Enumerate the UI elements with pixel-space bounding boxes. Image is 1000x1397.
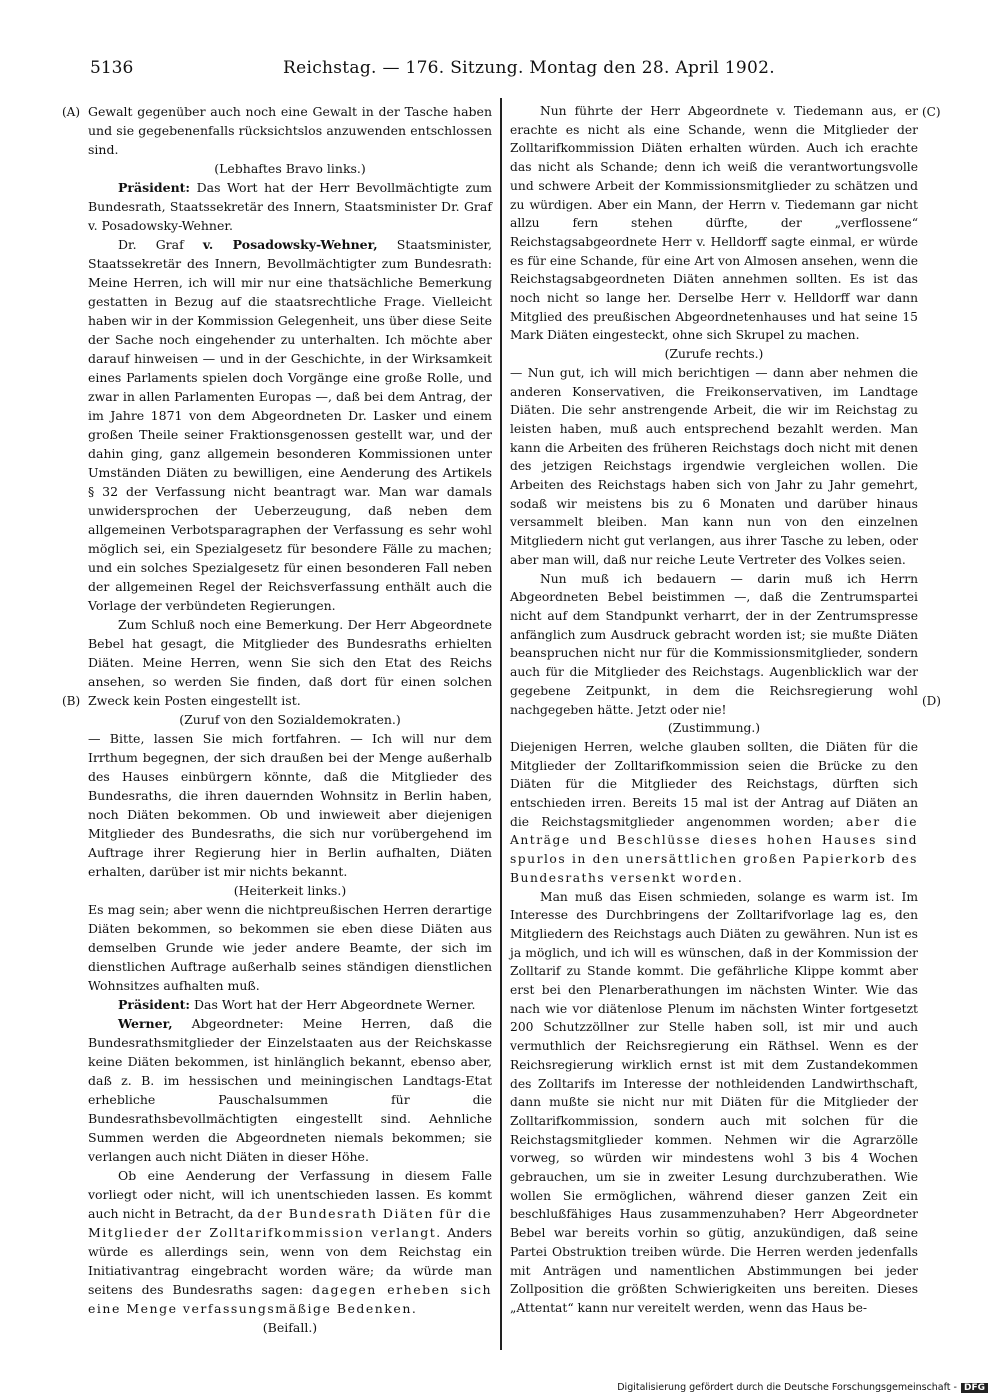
page-number: 5136 <box>90 58 134 78</box>
paragraph <box>88 615 492 710</box>
paragraph-text: Anders würde es allerdings sein, wenn von dem Reichstag ein Initiativantrag eingebracht worden wäre; da würde man seitens des Bundesraths sagen: <box>88 1225 493 1297</box>
paragraph <box>88 235 492 615</box>
page-header <box>90 58 908 80</box>
speaker-name: Werner, <box>118 1016 173 1031</box>
spaced-emphasis: dagegen erheben sich eine Menge verfassungsmäßige Bedenken. <box>88 1282 493 1316</box>
paragraph-prefix: Dr. Graf <box>118 237 203 252</box>
right-column <box>510 102 918 1318</box>
paragraph-text: Das Wort hat der Herr Abgeordnete Werner. <box>190 997 476 1012</box>
paragraph-text: (Beifall.) <box>262 1320 318 1335</box>
paragraph-text: Zum Schluß noch eine Bemerkung. Der Herr Abgeordnete Bebel hat gesagt, die Mitglieder des Bundesraths erhielten Diäten. Meine Herren, wenn Sie sich den Etat des Reichs ansehen, so werden Sie finden, daß dort für einen solchen Zweck kein Posten eingestellt ist. <box>88 617 492 708</box>
paragraph-text: Abgeordneter: Meine Herren, daß die Bundesrathsmitglieder der Einzelstaaten aus der Reichskasse keine Diäten bekommen, ist hinlänglich bekannt, ebenso aber, daß z. B. im hessischen und meiningischen Landtags-Etat erhebliche Pauschalsummen für die Bundesrathsbevollmächtigten eingestellt sind. Aehnliche Summen werden die Abgeordneten niemals bekommen; sie verlangen auch nicht Diäten in dieser Höhe. <box>88 1016 492 1164</box>
paragraph-text: (Zurufe rechts.) <box>664 347 764 362</box>
paragraph <box>510 102 918 345</box>
interjection <box>88 710 492 729</box>
paragraph <box>510 364 918 570</box>
paragraph-text: — Nun gut, ich will mich berichtigen — dann aber nehmen die anderen Konservativen, die Freikonservativen, im Landtage Diäten. Die sehr anstrengende Arbeit, die wir im Reichstag zu leisten haben, muß auch entsprechend bezahlt werden. Man kann die Arbeiten des früheren Reichstags doch nicht mit denen des jetzigen Reichstags irgendwie vergleichen wollen. Die Arbeiten des Reichstags haben sich von Jahr zu Jahr gemehrt, sodaß wir meistens bis zu 6 Monaten und darüber hinaus versammelt bleiben. Man kann nun von den einzelnen Mitgliedern nicht gut verlangen, aus ihrer Tasche zu leben, oder aber man will, daß nur reiche Leute Vertreter des Volkes seien. <box>510 365 918 567</box>
footer-text: Digitalisierung gefördert durch die Deutsche Forschungsgemeinschaft - <box>617 1382 957 1393</box>
column-divider <box>500 98 502 1350</box>
margin-marker-a: (A) <box>62 105 81 119</box>
paragraph-text: Es mag sein; aber wenn die nichtpreußischen Herren derartige Diäten bekommen, so bekommen sie eben diese Diäten aus demselben Grunde wie jeder andere Beamte, der sich im dienstlichen Auftrage außerhalb seines ständigen dienstlichen Wohnsitzes aufhalten muß. <box>88 902 492 993</box>
paragraph-text: (Lebhaftes Bravo links.) <box>214 161 366 176</box>
interjection <box>510 345 918 364</box>
paragraph <box>510 738 918 888</box>
paragraph-text: (Zuruf von den Sozialdemokraten.) <box>179 712 401 727</box>
paragraph-text: Nun führte der Herr Abgeordnete v. Tiedemann aus, er erachte es nicht als eine Schande, wenn die Mitglieder der Zolltarifkommission Diäten erhalten würden. Auch ich erachte das nicht als Schande; denn ich weiß die verantwortungsvolle und schwere Arbeit der Kommissionsmitglieder zu schätzen und zu würdigen. Aber ein Mann, der Herrn v. Tiedemann gar nicht allzu fern stehen dürfte, der „verflossene“ Reichstagsabgeordnete Herr v. Helldorff sagte einmal, er würde es für eine Schande, für eine Art von Almosen ansehen, wenn die Reichstagsabgeordneten Diäten annehmen sollten. Es ist das noch nicht so lange her. Derselbe Herr v. Helldorff war dann Mitglied des preußischen Abgeordnetenhauses und hat seine 15 Mark Diäten eingesteckt, ohne sich Skrupel zu machen. <box>510 104 918 343</box>
paragraph-text: Man muß das Eisen schmieden, solange es warm ist. Im Interesse des Durchbringens der Zolltarifvorlage lag es, den Mitgliedern des Reichstags auch Diäten zu gewähren. Nun ist es ja möglich, und ich will es wünschen, daß in der Kommission der Zolltarif zu Stande kommt. Die gefährliche Klippe kommt aber erst bei den Plenarberathungen im nächsten Winter. Wie das nach wie vor diätenlose Plenum im nächsten Winter fortgesetzt 200 Schutzzöllner zur Stelle haben soll, ist mir und auch vermuthlich der Reichsregierung ein Räthsel. Wenn es der Reichsregierung wirklich ernst ist mit dem Zustandekommen des Zolltarifs im Interesse der nothleidenden Landwirthschaft, dann mußte sie nicht nur mit Diäten für die Mitglieder der Zolltarifkommission, sondern auch mit solchen für die Reichstagsmitglieder kommen. Nehmen wir die Agrarzölle vorweg, so würden wir mindestens wohl 3 bis 4 Wochen gebrauchen, um sie in zweiter Lesung durchzuberathen. Wie wollen Sie ermöglichen, während dieser ganzen Zeit ein beschlußfähiges Haus zusammenzuhaben? Herr Abgeordneter Bebel war bereits vorhin so gütig, anzukündigen, daß seine Partei Obstruktion treiben würde. Die Herren werden jedenfalls mit Anträgen und namentlichen Abstimmungen bei jeder Zollposition die größten Schwierigkeiten uns bereiten. Dieses „Attentat“ kann nur vereitelt werden, wenn das Haus be- <box>510 889 918 1315</box>
paragraph <box>510 888 918 1318</box>
paragraph-text: Das Wort hat der Herr Bevollmächtigte zum Bundesrath, Staatssekretär des Innern, Staatsminister Dr. Graf v. Posadowsky-Wehner. <box>88 180 492 233</box>
paragraph <box>88 102 492 159</box>
paragraph-text: Staatsminister, Staatssekretär des Innern, Bevollmächtigter zum Bundesrath: Meine Herren, ich will mir nur eine thatsächliche Bemerkung gestatten in Bezug auf die staatsrechtliche Frage. Vielleicht haben wir in der Kommission Gelegenheit, uns über diese Seite der Sache noch eingehender zu unterhalten. Ich möchte aber darauf hinweisen — und in der Geschichte, in der Wirksamkeit eines Parlaments spielen doch Vorgänge eine große Rolle, und zwar in allen Parlamenten Europas —, daß bei dem Antrag, der im Jahre 1871 von dem Abgeordneten Dr. Lasker und einem großen Theile seiner Fraktionsgenossen gestellt war, und der dahin ging, ganz allgemein besonderen Kommissionen unter Umständen Diäten zu bewilligen, eine Aenderung des Artikels § 32 der Verfassung nicht beantragt war. Man war damals unwidersprochen der Ueberzeugung, daß neben dem allgemeinen Verbotsparagraphen der Verfassung es sehr wohl möglich sei, ein Spezialgesetz für besondere Fälle zu machen; und ein solches Spezialgesetz für einen besonderen Fall neben der allgemeinen Regel der Reichsverfassung enthält auch die Vorlage der verbündeten Regierungen. <box>88 237 492 613</box>
left-column <box>88 102 492 1337</box>
footer <box>617 1382 988 1393</box>
paragraph <box>88 178 492 235</box>
margin-marker-d: (D) <box>922 694 941 708</box>
interjection <box>510 719 918 738</box>
spaced-emphasis: aber die Anträge und Beschlüsse dieses hohen Hauses sind spurlos in den unersättlichen großen Papierkorb des Bundesraths versenkt worden. <box>510 814 918 885</box>
paragraph-text: — Bitte, lassen Sie mich fortfahren. — Ich will nur dem Irrthum begegnen, der sich draußen bei der Menge außerhalb des Hauses einbürgern könnte, daß die Mitglieder des Bundesraths, die ihren dauernden Wohnsitz in Berlin haben, noch Diäten bekommen. Ob und inwieweit aber diejenigen Mitglieder des Bundesraths, die sich nur vorübergehend im Auftrage ihrer Regierung hier in Berlin aufhalten, Diäten erhalten, darüber ist mir nichts bekannt. <box>88 731 492 879</box>
interjection <box>88 159 492 178</box>
interjection <box>88 881 492 900</box>
spaced-emphasis: der Bundesrath Diäten für die Mitglieder der Zolltarifkommission verlangt. <box>88 1206 492 1240</box>
paragraph-text: Diejenigen Herren, welche glauben sollten, die Diäten für die Mitglieder der Zolltarifkommission seien die Brücke zu den Diäten für die Mitglieder des Reichstags, dürften sich entschieden irren. Bereits 15 mal ist der Antrag auf Diäten an die Reichstagsmitglieder angenommen worden; <box>510 739 918 829</box>
margin-marker-c: (C) <box>922 105 941 119</box>
page-title: Reichstag. — 176. Sitzung. Montag den 28. April 1902. <box>283 58 775 78</box>
paragraph <box>88 729 492 881</box>
paragraph <box>510 570 918 720</box>
paragraph-text: (Heiterkeit links.) <box>233 883 347 898</box>
paragraph <box>88 900 492 995</box>
paragraph-text: Gewalt gegenüber auch noch eine Gewalt in der Tasche haben und sie gegebenenfalls rücksichtslos anzuwenden entschlossen sind. <box>88 104 492 157</box>
speaker-name: v. Posadowsky-Wehner, <box>202 237 378 252</box>
speaker-name: Präsident: <box>118 180 191 195</box>
interjection <box>88 1318 492 1337</box>
margin-marker-b: (B) <box>62 694 81 708</box>
paragraph <box>88 1014 492 1166</box>
paragraph <box>88 995 492 1014</box>
dfg-logo: DFG <box>961 1383 988 1393</box>
speaker-name: Präsident: <box>118 997 191 1012</box>
paragraph-text: Ob eine Aenderung der Verfassung in diesem Falle vorliegt oder nicht, will ich unentschieden lassen. Es kommt auch nicht in Betracht, da <box>88 1168 492 1221</box>
paragraph <box>88 1166 492 1318</box>
paragraph-text: (Zustimmung.) <box>667 721 761 736</box>
paragraph-text: Nun muß ich bedauern — darin muß ich Herrn Abgeordneten Bebel beistimmen —, daß die Zentrumspartei nicht auf dem Standpunkt verharrt, der in der Zentrumspresse anfänglich zum Ausdruck gebracht worden ist; sie mußte Diäten beanspruchen nicht nur für die Kommissionsmitglieder, sondern auch für die Mitglieder des Reichstags. Augenblicklich war der gegebene Zeitpunkt, in dem die Reichsregierung wohl nachgegeben hätte. Jetzt oder nie! <box>510 571 918 717</box>
